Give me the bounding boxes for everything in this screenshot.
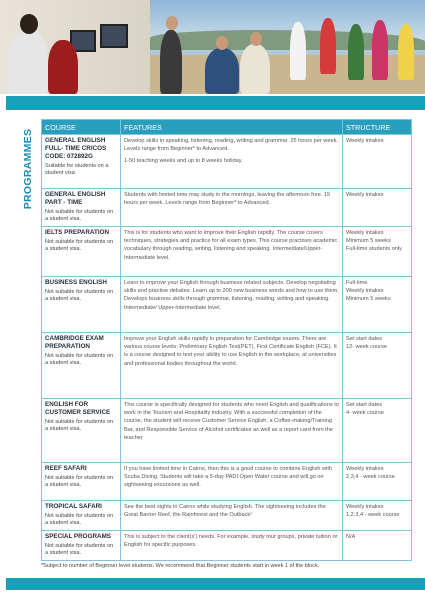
group-head [216,36,228,50]
structure-text: 2,3,4 - week course [346,474,395,481]
table-row [42,399,412,463]
structure-cell [343,501,412,531]
jumping-figure [290,22,306,80]
features-text: Improve your English skills rapidly in preparation for Cambridge exams. There are various course levels: Preliminary English Test(PET), First Certificate English (FCE). It is a course designed to test your ability to use English in the workplace, at universities and professional bodies throughout the world. [124,336,337,367]
structure-cell [343,333,412,399]
features-text: This is subject to the client(s') needs. For example, study tour groups, private tuition or English for specific purposes. [124,534,338,549]
bottom-color-band [6,578,425,590]
course-note: Not suitable for students on a student visa. [45,239,114,253]
course-cell [42,463,121,501]
computer-screen [100,24,128,48]
course-cell [42,399,121,463]
structure-text: 1,2,3,4 - week course [346,512,400,519]
table-row [42,189,412,227]
group-figure [205,48,239,94]
course-note: Suitable for students on a student visa [45,163,109,177]
jumping-figure [320,18,336,74]
structure-cell [343,399,412,463]
structure-text: Weekly intakes [346,288,384,295]
course-name: CAMBRIDGE EXAM PREPARATION [45,335,104,350]
structure-text: Weekly intakes [346,192,384,198]
student-figure [48,40,78,94]
programmes-side-label [17,119,39,219]
table-row [42,463,412,501]
structure-text: Full-time students only [346,246,402,253]
structure-text: Set start dates [346,402,383,408]
header-features: FEATURES [121,120,343,135]
structure-text: Weekly intakes [346,466,384,472]
structure-text: Weekly intakes [346,138,384,144]
header-structure: STRUCTURE [343,120,412,135]
features-cell [121,277,343,333]
course-name: REEF SAFARI [45,465,87,472]
features-text: Develop skills in speaking, listening, reading, writing and grammar. 25 hours per week. Levels range from Beginner* to Advanced. [124,138,338,153]
table-row [42,277,412,333]
course-name: IELTS PREPARATION [45,229,110,236]
course-note: Not suitable for students on a student visa. [45,475,114,489]
group-figure [240,44,270,94]
course-name: SPECIAL PROGRAMS [45,533,112,540]
course-note: Not suitable for students on a student visa. [45,543,114,557]
structure-text: 4- week course [346,410,384,417]
features-text: This is for students who want to improve their English rapidly. The course covers techniques, strategies and practice for all exam types. This course practises academic vocabulary through reading, writing, listening and speaking. Intermediate/Upper-Intermediate level. [124,230,338,261]
course-cell [42,277,121,333]
structure-cell [343,463,412,501]
features-cell [121,531,343,561]
structure-cell [343,531,412,561]
features-cell [121,189,343,227]
features-cell [121,135,343,189]
student-figure [8,30,48,94]
course-cell [42,333,121,399]
course-name: GENERAL ENGLISH FULL- TIME CRICOS CODE: 072892G [45,137,107,160]
header-photo-collage [0,0,425,94]
structure-text: 12- week course [346,344,388,351]
structure-text: N/A [346,534,356,540]
structure-cell [343,227,412,277]
course-cell [42,501,121,531]
programmes-label-text: PROGRAMMES [22,128,34,210]
jumping-figure [372,20,388,80]
teacher-head [166,16,178,30]
table-row [42,227,412,277]
table-row [42,531,412,561]
course-cell [42,189,121,227]
features-text: Learn to improve your English through business related subjects. Develop negotiating skills and practise debates. Learn up to 200 new business words and how to use them. Develops business skills through grammar, listening, reading, writing and speaking. Intermediate/ Upper-Intermediate level. [124,280,339,311]
features-cell [121,333,343,399]
features-cell [121,227,343,277]
jumping-figure [398,24,414,80]
student-head [20,14,38,34]
course-name: BUSINESS ENGLISH [45,279,107,286]
features-cell [121,501,343,531]
header-course: COURSE [42,120,121,135]
structure-text: Set start dates [346,336,383,342]
teacher-figure [160,30,182,94]
course-note: Not suitable for students on a student visa. [45,209,114,223]
structure-text: Weekly intakes [346,504,384,510]
course-cell [42,227,121,277]
structure-cell [343,277,412,333]
structure-cell [343,189,412,227]
course-cell [42,531,121,561]
features-text: Students with limited time may study in the mornings, leaving the afternoon free. 15 hours per week. Levels range from Beginner* to Advanced. [124,192,331,207]
course-note: Not suitable for students on a student visa. [45,289,114,303]
table-row [42,135,412,189]
features-text: 1-50 teaching weeks and up to 8 weeks holiday. [124,158,243,165]
features-text: This course is specifically designed for students who need English and qualifications to work in the Tourism and Hospitality industry. With a successful completion of the course, the student will receive Customer Service English, a Coffee-making/Training Bar, and Responsible Service of Alcohol certificates as well as a report card from the teacher [124,402,339,441]
structure-text: Weekly intakes [346,230,384,236]
features-text: If you have limited time in Cairns, then this is a good course to combine English with Scuba Diving. Students will take a 5-day PADI Open Water course and will go on sightseeing excursions as well. [124,466,333,489]
table-header-row [42,120,412,135]
course-note: Not suitable for students on a student visa. [45,353,114,367]
course-name: ENGLISH FOR CUSTOMER SERVICE [45,401,111,416]
table-row [42,333,412,399]
group-head [250,32,262,46]
course-name: GENERAL ENGLISH PART - TIME [45,191,106,206]
features-cell [121,463,343,501]
top-color-band [6,96,425,110]
jumping-figure [348,24,364,80]
course-note: Not suitable for students on a student visa. [45,419,114,433]
features-text: See the best sights in Cairns while studying English. The sightseeing includes the Great Barrier Reef, the Rainforest and the Outback! [124,504,326,519]
structure-text: Minimum 5 weeks [346,296,391,303]
course-name: TROPICAL SAFARI [45,503,102,510]
structure-text: Full-time [346,280,368,286]
course-cell [42,135,121,189]
structure-cell [343,135,412,189]
structure-text: Minimum 5 weeks [346,238,391,245]
table-row [42,501,412,531]
features-cell [121,399,343,463]
programmes-table [41,119,412,561]
course-note: Not suitable for students on a student visa. [45,513,114,527]
footnote: *Subject to number of Beginner level students. We recommend that Beginner students start in week 1 of the block. [41,563,320,569]
